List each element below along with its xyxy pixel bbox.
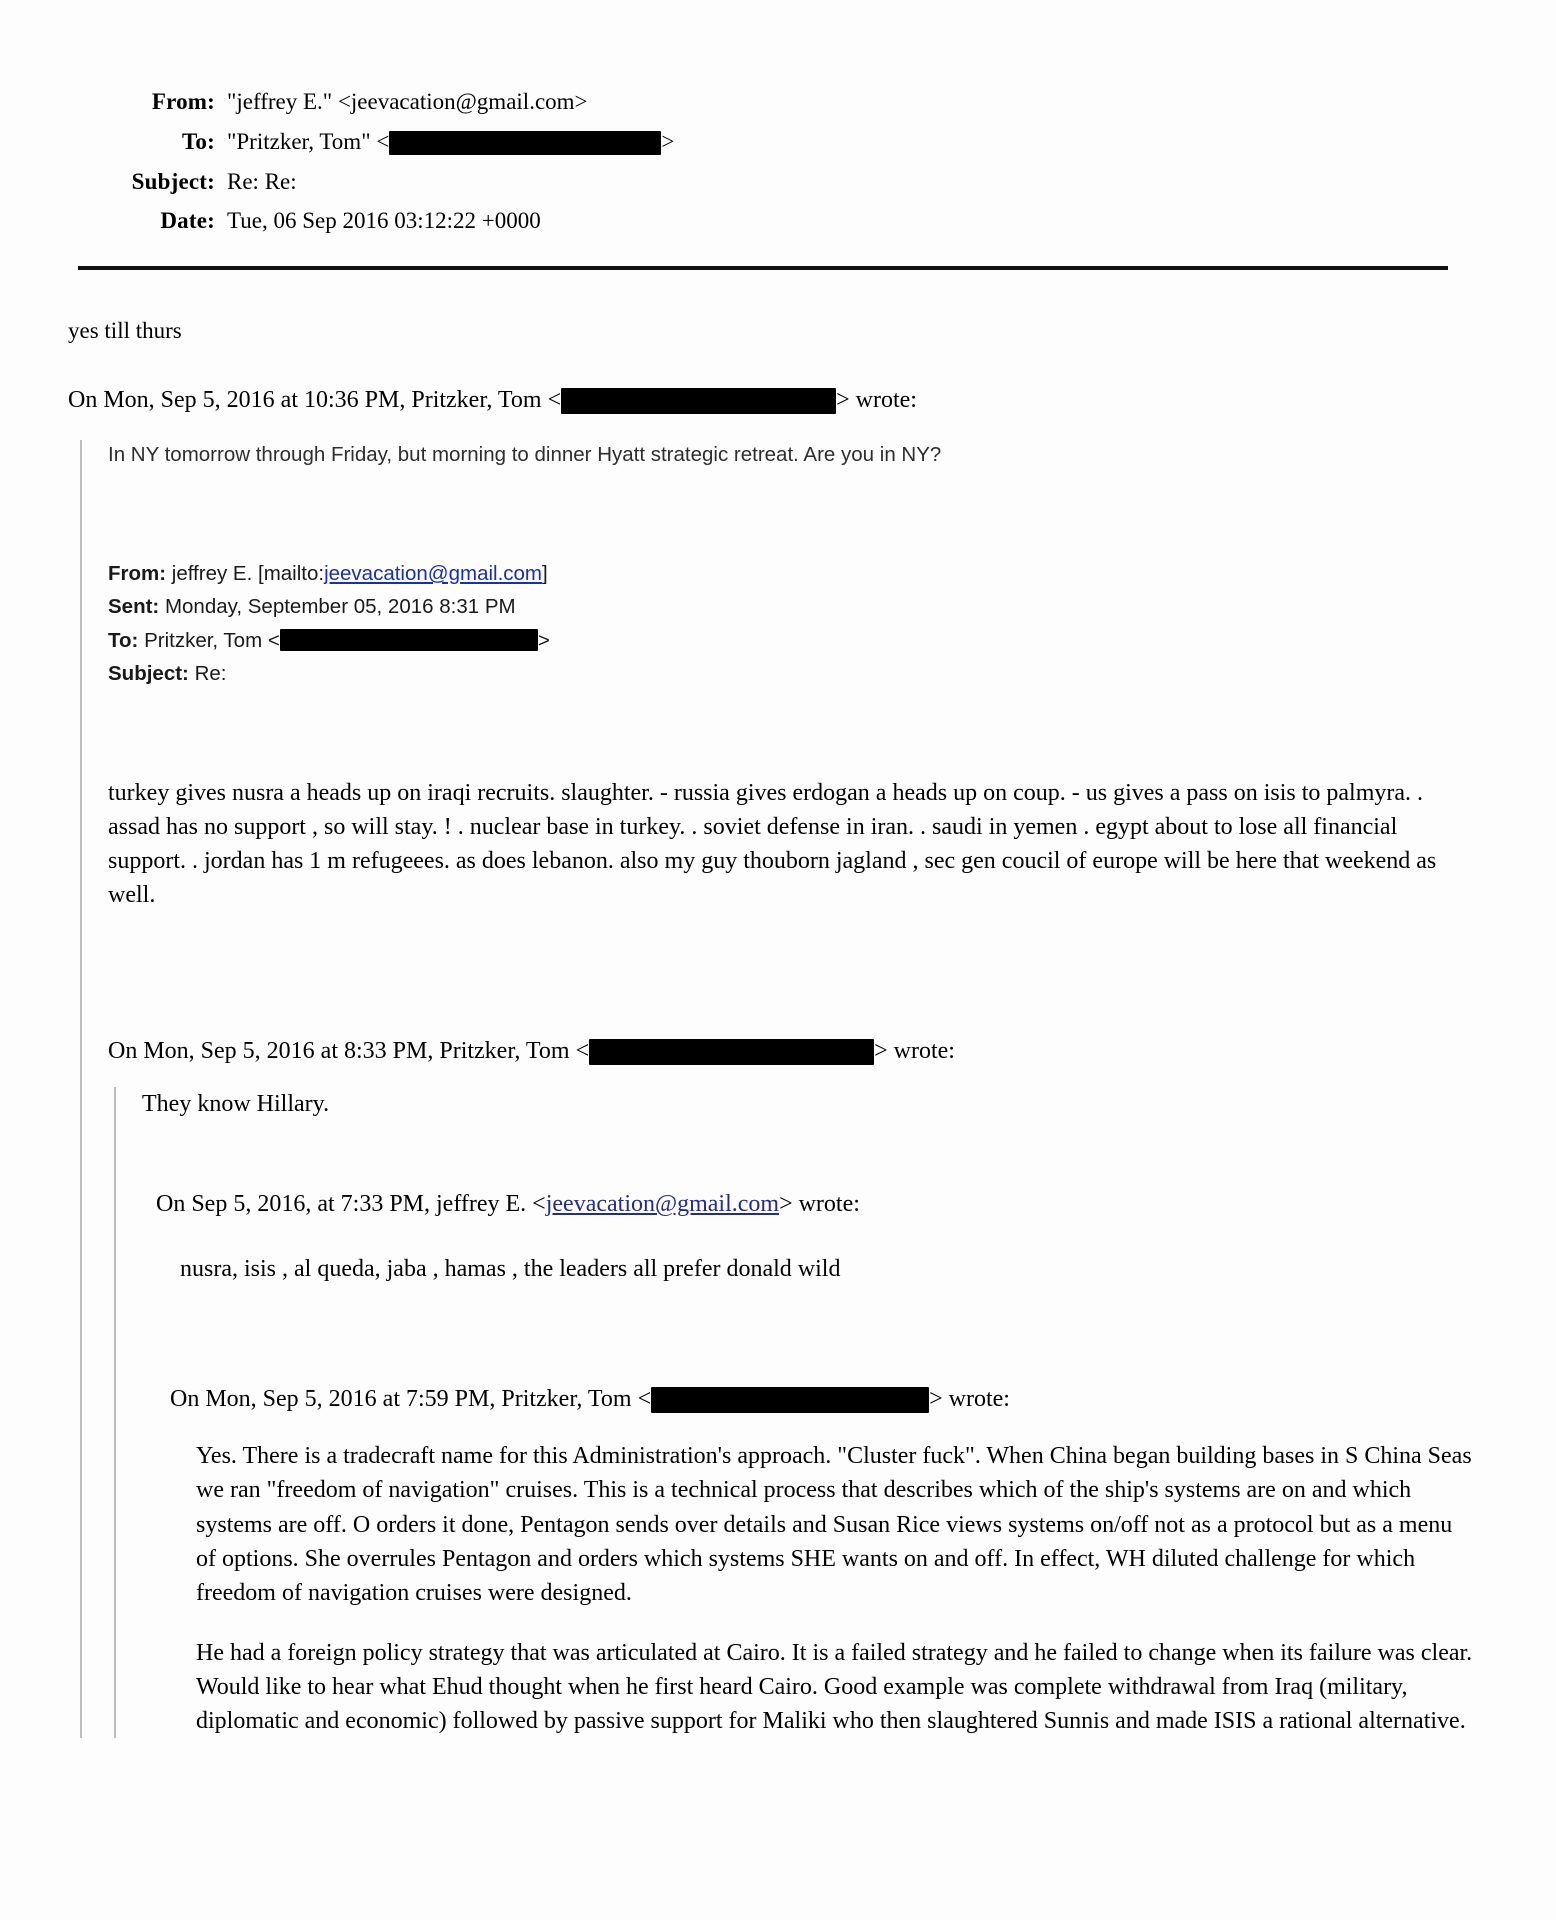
from-value: "jeffrey E." <jeevacation@gmail.com> xyxy=(227,89,588,114)
to-value-suffix: > xyxy=(661,128,675,154)
quote-level-1 xyxy=(80,440,1476,1738)
quote1-attribution xyxy=(68,387,1476,414)
quote4-attribution-prefix: On Mon, Sep 5, 2016 at 7:59 PM, Pritzker, Tom < xyxy=(170,1386,652,1413)
quote4-paragraph-1: Yes. There is a tradecraft name for this Administration's approach. "Cluster fuck". When China began building bases in S China Seas we ran "freedom of navigation" cruises. This is a technical process that describes which of the ship's systems are on and which systems are off. O orders it done, Pentagon sends over details and Susan Rice views systems on/off not as a protocol but as a menu of options. She overrules Pentagon and orders which systems SHE wants on and off. In effect, WH diluted challenge for which freedom of navigation cruises were designed. xyxy=(196,1443,1472,1606)
forwarded-to-row xyxy=(108,624,1476,657)
subject-value: Re: Re: xyxy=(227,168,297,194)
quote-level-4 xyxy=(196,1439,1476,1738)
subject-label: Subject: xyxy=(131,168,215,194)
quote2-attribution-prefix: On Mon, Sep 5, 2016 at 8:33 PM, Pritzker, Tom < xyxy=(108,1038,590,1065)
spacer xyxy=(196,1610,1476,1636)
spacer xyxy=(108,690,1476,776)
quote3-email-link[interactable]: jeevacation@gmail.com xyxy=(545,1191,780,1218)
quote4-paragraph-2: He had a foreign policy strategy that was articulated at Cairo. It is a failed strategy and he failed to change when its failure was clear. Would like to hear what Ehud thought when he first heard Cairo. Good example was complete withdrawal from Iraq (military, diplomatic and economic) followed by passive support for Maliki who then slaughtered Sunnis and made ISIS a rational alternative. xyxy=(196,1639,1473,1734)
quote3-attribution-prefix: On Sep 5, 2016, at 7:33 PM, jeffrey E. < xyxy=(156,1191,546,1218)
spacer xyxy=(108,471,1476,557)
redaction-bar xyxy=(589,1039,874,1065)
spacer xyxy=(108,912,1476,998)
quote2-attribution xyxy=(108,1038,1476,1065)
date-value: Tue, 06 Sep 2016 03:12:22 +0000 xyxy=(227,208,541,234)
quote1-attribution-suffix: > wrote: xyxy=(836,387,917,414)
header-row-date xyxy=(0,207,1556,236)
header-row-from xyxy=(0,88,1556,117)
spacer xyxy=(142,1286,1476,1372)
to-label: To: xyxy=(182,128,215,154)
quote2-message: They know Hillary. xyxy=(142,1091,330,1118)
forwarded-subject-row xyxy=(108,657,1476,690)
header-row-to xyxy=(0,128,1556,157)
forwarded-sent-row xyxy=(108,590,1476,623)
forwarded-from-label: From: xyxy=(108,562,167,586)
email-body xyxy=(0,314,1556,1778)
forwarded-sent-label: Sent: xyxy=(108,595,160,619)
forwarded-from-row xyxy=(108,557,1476,590)
to-value-prefix: "Pritzker, Tom" < xyxy=(227,128,390,154)
email-header xyxy=(0,0,1556,236)
to-value xyxy=(227,128,674,157)
quote3-message: nusra, isis , al queda, jaba , hamas , the leaders all prefer donald wild xyxy=(180,1256,841,1283)
quote2-attribution-suffix: > wrote: xyxy=(874,1038,955,1065)
header-row-subject xyxy=(0,168,1556,197)
redaction-bar xyxy=(389,131,661,155)
forwarded-subject-value: Re: xyxy=(194,661,227,685)
redaction-bar xyxy=(561,388,836,414)
quote1-attribution-prefix: On Mon, Sep 5, 2016 at 10:36 PM, Pritzker, Tom < xyxy=(68,387,562,414)
forwarded-to-suffix: > xyxy=(537,628,550,652)
forwarded-header xyxy=(108,557,1476,690)
forwarded-to-label: To: xyxy=(108,628,139,652)
quote1-message: In NY tomorrow through Friday, but morning to dinner Hyatt strategic retreat. Are you in NY? xyxy=(108,443,942,467)
top-reply-text: yes till thurs xyxy=(68,318,182,343)
forwarded-from-prefix: jeffrey E. [mailto: xyxy=(171,562,325,586)
forwarded-to-prefix: Pritzker, Tom < xyxy=(144,628,280,652)
forwarded-subject-label: Subject: xyxy=(108,661,189,685)
forwarded-body-text: turkey gives nusra a heads up on iraqi recruits. slaughter. - russia gives erdogan a heads up on coup. - us gives a pass on isis to palmyra. . assad has no support , so will stay. ! . nuclear base in turkey. . soviet defense in iran. . saudi in yemen . egypt about to lose all financial support. . jordan has 1 m refugeees. as does lebanon. also my guy thouborn jagland , sec gen coucil of europe will be here that weekend as well. xyxy=(108,779,1437,909)
forwarded-from-email-link[interactable]: jeevacation@gmail.com xyxy=(324,562,543,586)
header-divider xyxy=(78,266,1448,270)
quote-level-2 xyxy=(114,1087,1476,1738)
redaction-bar xyxy=(280,629,538,651)
forwarded-sent-value: Monday, September 05, 2016 8:31 PM xyxy=(164,595,516,619)
redaction-bar xyxy=(651,1387,929,1413)
quote4-attribution xyxy=(170,1386,1476,1413)
from-label: From: xyxy=(151,89,215,114)
spacer xyxy=(142,1121,1476,1169)
date-label: Date: xyxy=(160,208,215,234)
forwarded-from-suffix: ] xyxy=(542,562,548,586)
quote4-attribution-suffix: > wrote: xyxy=(929,1386,1010,1413)
quote3-attribution-suffix: > wrote: xyxy=(779,1191,860,1218)
quote3-attribution xyxy=(156,1191,1476,1218)
